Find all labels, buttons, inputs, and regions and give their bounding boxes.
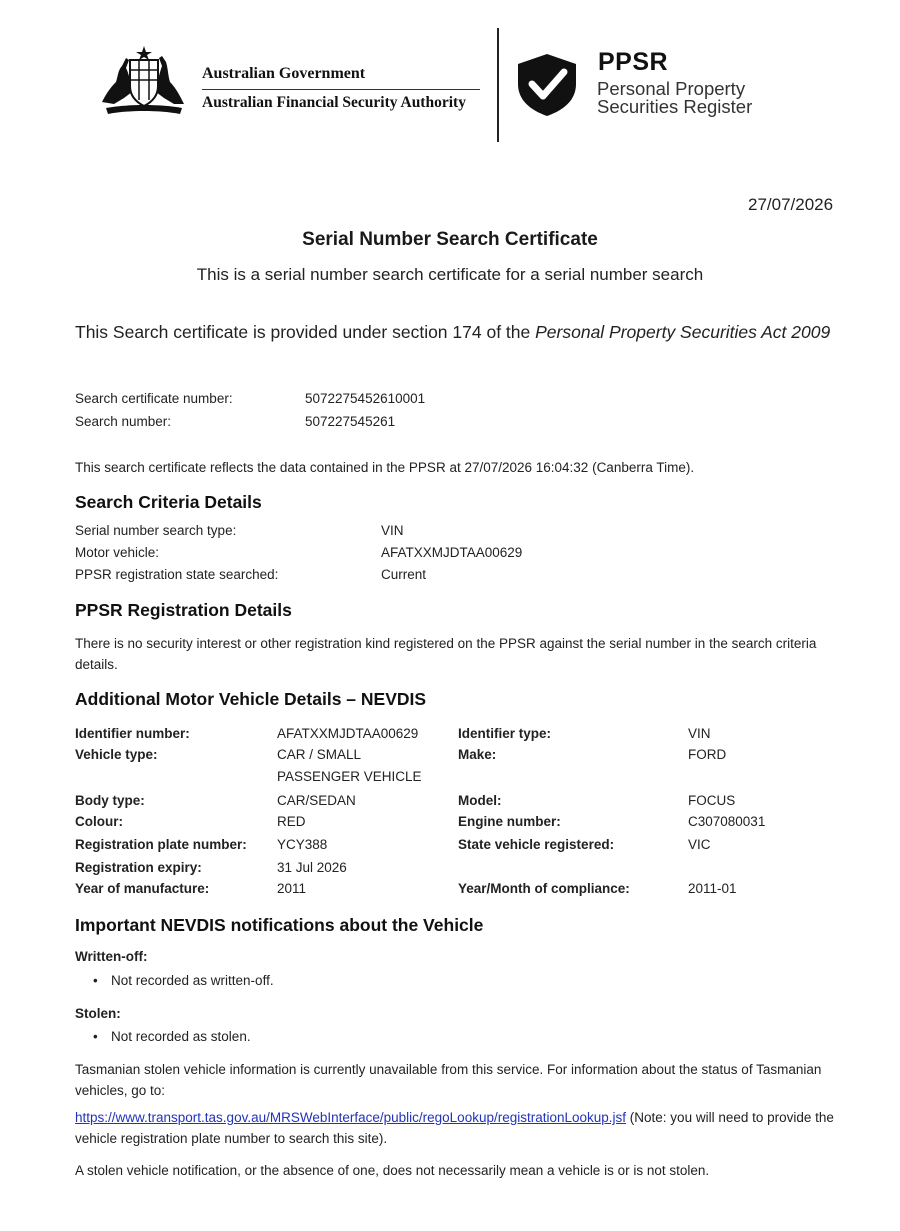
registration-expiry-label: Registration expiry: bbox=[75, 860, 202, 875]
ppsr-abbreviation: PPSR bbox=[598, 48, 669, 76]
compliance-value: 2011-01 bbox=[688, 881, 737, 896]
search-number-label: Search number: bbox=[75, 414, 172, 429]
header-vertical-divider bbox=[497, 28, 499, 142]
year-of-manufacture-label: Year of manufacture: bbox=[75, 881, 210, 896]
engine-number-value: C307080031 bbox=[688, 814, 766, 829]
agency-name: Australian Financial Security Authority bbox=[202, 94, 466, 111]
colour-value: RED bbox=[277, 814, 306, 829]
written-off-label: Written-off: bbox=[75, 949, 148, 964]
year-of-manufacture-value: 2011 bbox=[277, 881, 307, 896]
ppsr-shield-check-icon bbox=[514, 52, 580, 118]
ppsr-name-line-1: Personal Property bbox=[597, 78, 746, 99]
reflects-statement: This search certificate reflects the data contained in the PPSR at 27/07/2026 16:04:32 (Canberra Time). bbox=[75, 460, 695, 475]
registration-text: There is no security interest or other registration kind registered on the PPSR against the serial number in the search criteria details. bbox=[75, 636, 817, 672]
criteria-label-motor-vehicle: Motor vehicle: bbox=[75, 545, 160, 560]
criteria-label-state: PPSR registration state searched: bbox=[75, 567, 279, 582]
cert-number-label: Search certificate number: bbox=[75, 391, 233, 406]
registration-expiry-value: 31 Jul 2026 bbox=[277, 860, 347, 875]
criteria-value-state: Current bbox=[381, 567, 427, 582]
vehicle-type-value-line-2: PASSENGER VEHICLE bbox=[277, 769, 422, 784]
australian-government-crest-icon bbox=[96, 44, 192, 116]
stolen-label: Stolen: bbox=[75, 1006, 121, 1021]
intro-prefix: This Search certificate is provided under section 174 of the bbox=[75, 322, 536, 342]
model-label: Model: bbox=[458, 793, 502, 808]
header-divider-line bbox=[202, 89, 480, 90]
written-off-item: • Not recorded as written-off. bbox=[111, 973, 274, 988]
make-value: FORD bbox=[688, 747, 727, 762]
state-registered-value: VIC bbox=[688, 837, 711, 852]
tasmanian-info-text: Tasmanian stolen vehicle information is currently unavailable from this service. For information about the status of Tasmanian vehicles, go to: bbox=[75, 1062, 822, 1098]
state-registered-label: State vehicle registered: bbox=[458, 837, 615, 852]
plate-number-label: Registration plate number: bbox=[75, 837, 247, 852]
government-title: Australian Government bbox=[202, 65, 366, 82]
notifications-heading: Important NEVDIS notifications about the Vehicle bbox=[75, 915, 484, 935]
engine-number-label: Engine number: bbox=[458, 814, 561, 829]
make-label: Make: bbox=[458, 747, 497, 762]
identifier-type-value: VIN bbox=[688, 726, 711, 741]
body-type-value: CAR/SEDAN bbox=[277, 793, 356, 808]
vehicle-type-value-line-1: CAR / SMALL bbox=[277, 747, 362, 762]
compliance-label: Year/Month of compliance: bbox=[458, 881, 630, 896]
page-title: Serial Number Search Certificate bbox=[302, 229, 598, 250]
criteria-heading: Search Criteria Details bbox=[75, 492, 262, 512]
criteria-label-search-type: Serial number search type: bbox=[75, 523, 237, 538]
criteria-value-search-type: VIN bbox=[381, 523, 404, 538]
ppsr-name-line-2: Securities Register bbox=[597, 96, 753, 117]
criteria-value-motor-vehicle: AFATXXMJDTAA00629 bbox=[381, 545, 523, 560]
tasmanian-lookup-link[interactable]: https://www.transport.tas.gov.au/MRSWebInterface/public/regoLookup/registrationLookup.jsf bbox=[75, 1110, 627, 1125]
intro-statement bbox=[75, 321, 855, 344]
colour-label: Colour: bbox=[75, 814, 123, 829]
identifier-number-value: AFATXXMJDTAA00629 bbox=[277, 726, 419, 741]
act-name: Personal Property Securities Act 2009 bbox=[535, 322, 831, 342]
stolen-item: • Not recorded as stolen. bbox=[111, 1029, 251, 1044]
page-subtitle: This is a serial number search certificate for a serial number search bbox=[196, 265, 704, 284]
identifier-number-label: Identifier number: bbox=[75, 726, 190, 741]
model-value: FOCUS bbox=[688, 793, 736, 808]
registration-heading: PPSR Registration Details bbox=[75, 600, 292, 620]
body-type-label: Body type: bbox=[75, 793, 145, 808]
identifier-type-label: Identifier type: bbox=[458, 726, 552, 741]
search-number-value: 507227545261 bbox=[305, 414, 396, 429]
plate-number-value: YCY388 bbox=[277, 837, 328, 852]
vehicle-type-label: Vehicle type: bbox=[75, 747, 158, 762]
tasmanian-link-paragraph bbox=[75, 1107, 845, 1149]
certificate-date: 27/07/2026 bbox=[748, 195, 834, 214]
cert-number-value: 5072275452610001 bbox=[305, 391, 426, 406]
stolen-disclaimer: A stolen vehicle notification, or the absence of one, does not necessarily mean a vehicle is or is not stolen. bbox=[75, 1163, 710, 1178]
tasmanian-link-note: (Note: you will need to provide the vehicle registration plate number to search this site). bbox=[75, 1110, 834, 1146]
vehicle-heading: Additional Motor Vehicle Details – NEVDIS bbox=[75, 689, 427, 709]
